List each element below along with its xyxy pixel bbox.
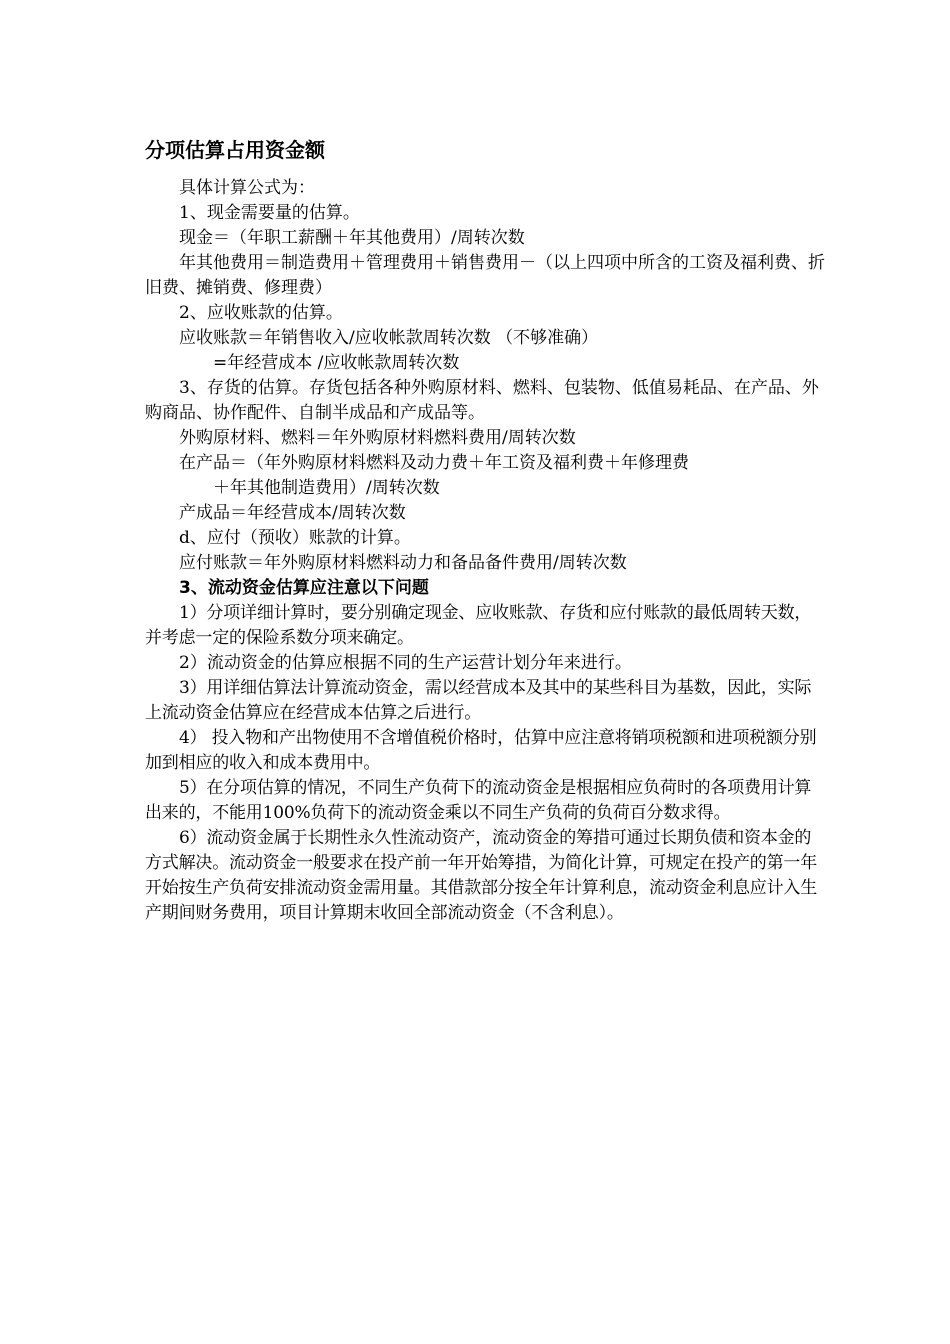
note-item-3: 3）用详细估算法计算流动资金，需以经营成本及其中的某些科目为基数，因此，实际上流动资金估算应在经营成本估算之后进行。	[145, 678, 812, 723]
paragraph-payables-heading: d、应付（预收）账款的计算。	[179, 528, 411, 548]
note-item-6: 6）流动资金属于长期性永久性流动资产，流动资金的筹措可通过长期负债和资本金的方式解决。流动资金一般要求在投产前一年开始筹措，为简化计算，可规定在投产的第一年开始按生产负荷安排流动资金需用量。其借款部分按全年计算利息，流动资金利息应计入生产期间财务费用，项目计算期末收回全部流动资金（不含利息）。	[145, 828, 817, 923]
paragraph-wip-formula-cont: ＋年其他制造费用）/周转次数	[213, 478, 440, 498]
paragraph-wip-formula: 在产品＝（年外购原材料燃料及动力费＋年工资及福利费＋年修理费	[179, 453, 689, 473]
paragraph-raw-material-formula: 外购原材料、燃料＝年外购原材料燃料费用/周转次数	[179, 428, 576, 448]
paragraph-payables-formula: 应付账款＝年外购原材料燃料动力和备品备件费用/周转次数	[179, 553, 627, 573]
note-item-4: 4） 投入物和产出物使用不含增值税价格时，估算中应注意将销项税额和进项税额分别加到相应的收入和成本费用中。	[145, 728, 817, 773]
note-item-2: 2）流动资金的估算应根据不同的生产运营计划分年来进行。	[179, 653, 632, 673]
paragraph-receivables-formula-alt: =年经营成本 /应收帐款周转次数	[213, 353, 460, 373]
paragraph-receivables-formula: 应收账款＝年销售收入/应收帐款周转次数 （不够准确）	[179, 328, 599, 348]
section-heading-notes: 3、流动资金估算应注意以下问题	[179, 578, 429, 598]
paragraph-cash-heading: 1、现金需要量的估算。	[179, 203, 360, 223]
note-item-1: 1）分项详细计算时，要分别确定现金、应收账款、存货和应付账款的最低周转天数，并考虑一定的保险系数分项来确定。	[145, 603, 812, 648]
paragraph-cash-formula: 现金＝（年职工薪酬＋年其他费用）/周转次数	[179, 228, 525, 248]
paragraph-finished-goods-formula: 产成品＝年经营成本/周转次数	[179, 503, 406, 523]
document-page	[145, 136, 825, 926]
paragraph-inventory-heading: 3、存货的估算。存货包括各种外购原材料、燃料、包装物、低值易耗品、在产品、外购商品、协作配件、自制半成品和产成品等。	[145, 378, 819, 423]
paragraph-formula-intro: 具体计算公式为：	[179, 178, 315, 198]
paragraph-other-expenses: 年其他费用＝制造费用＋管理费用＋销售费用－（以上四项中所含的工资及福利费、折旧费、摊销费、修理费）	[145, 253, 825, 298]
note-item-5: 5）在分项估算的情况，不同生产负荷下的流动资金是根据相应负荷时的各项费用计算出来的，不能用100%负荷下的流动资金乘以不同生产负荷的负荷百分数求得。	[145, 778, 812, 823]
document-title: 分项估算占用资金额	[145, 138, 325, 162]
paragraph-receivables-heading: 2、应收账款的估算。	[179, 303, 343, 323]
